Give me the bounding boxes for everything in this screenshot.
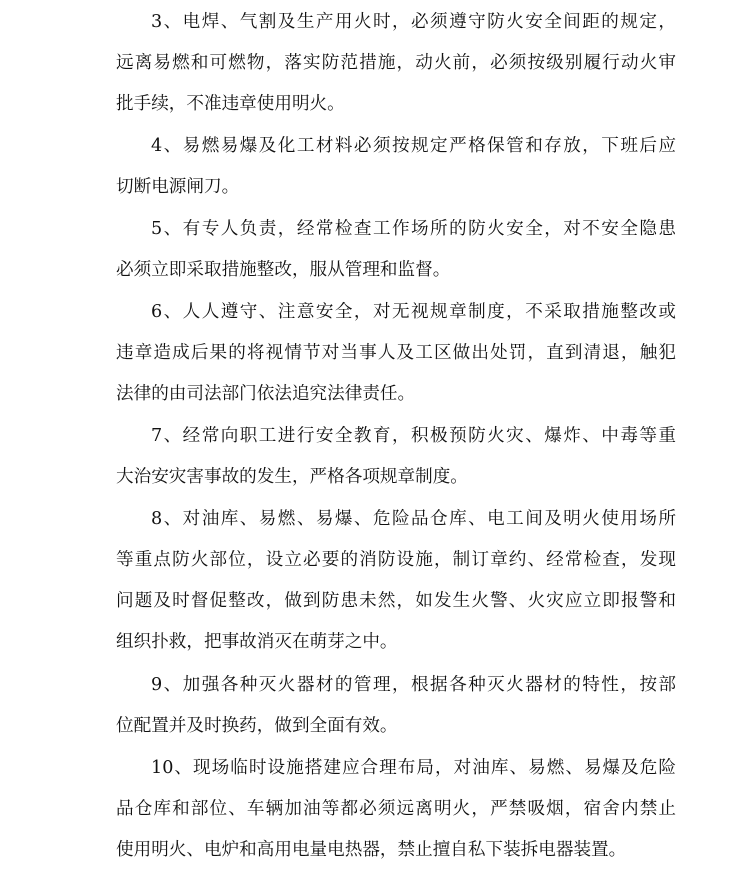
paragraph-line: 组织扑救，把事故消灭在萌芽之中。 [116,632,398,652]
paragraph-3 [116,2,676,125]
paragraph-4 [116,126,676,208]
paragraph-line: 等重点防火部位，设立必要的消防设施，制订章约、经常检查，发现 [116,550,676,570]
paragraph-line: 问题及时督促整改，做到防患未然，如发生火警、火灾应立即报警和 [116,591,676,611]
paragraph-line: 品仓库和部位、车辆加油等都必须远离明火，严禁吸烟，宿舍内禁止 [116,799,676,819]
paragraph-5 [116,209,676,291]
paragraph-line: 位配置并及时换药，做到全面有效。 [116,716,398,736]
paragraph-line: 6、人人遵守、注意安全，对无视规章制度，不采取措施整改或 [151,302,676,322]
paragraph-line: 5、有专人负责，经常检查工作场所的防火安全，对不安全隐患 [151,219,676,239]
paragraph-line: 4、易燃易爆及化工材料必须按规定严格保管和存放，下班后应 [151,136,676,156]
paragraph-line: 必须立即采取措施整改，服从管理和监督。 [116,260,451,280]
paragraph-line: 远离易燃和可燃物，落实防范措施，动火前，必须按级别履行动火审 [116,53,676,73]
paragraph-7 [116,416,676,498]
paragraph-line: 3、电焊、气割及生产用火时，必须遵守防火安全间距的规定， [151,12,676,32]
paragraph-line: 批手续，不准违章使用明火。 [116,94,345,114]
paragraph-line: 使用明火、电炉和高用电量电热器，禁止擅自私下装拆电器装置。 [116,840,627,860]
paragraph-line: 8、对油库、易燃、易爆、危险品仓库、电工间及明火使用场所 [151,509,676,529]
paragraph-line: 切断电源闸刀。 [116,177,240,197]
paragraph-line: 法律的由司法部门依法追究法律责任。 [116,384,416,404]
paragraph-9 [116,665,676,747]
paragraph-line: 违章造成后果的将视情节对当事人及工区做出处罚，直到清退，触犯 [116,343,676,363]
paragraph-line: 9、加强各种灭火器材的管理，根据各种灭火器材的特性，按部 [151,675,676,695]
paragraph-10 [116,748,676,871]
paragraph-6 [116,292,676,415]
paragraph-line: 大治安灾害事故的发生，严格各项规章制度。 [116,467,468,487]
paragraph-line: 10、现场临时设施搭建应合理布局，对油库、易燃、易爆及危险 [151,758,676,778]
paragraph-8 [116,499,676,663]
paragraph-line: 7、经常向职工进行安全教育，积极预防火灾、爆炸、中毒等重 [151,426,676,446]
